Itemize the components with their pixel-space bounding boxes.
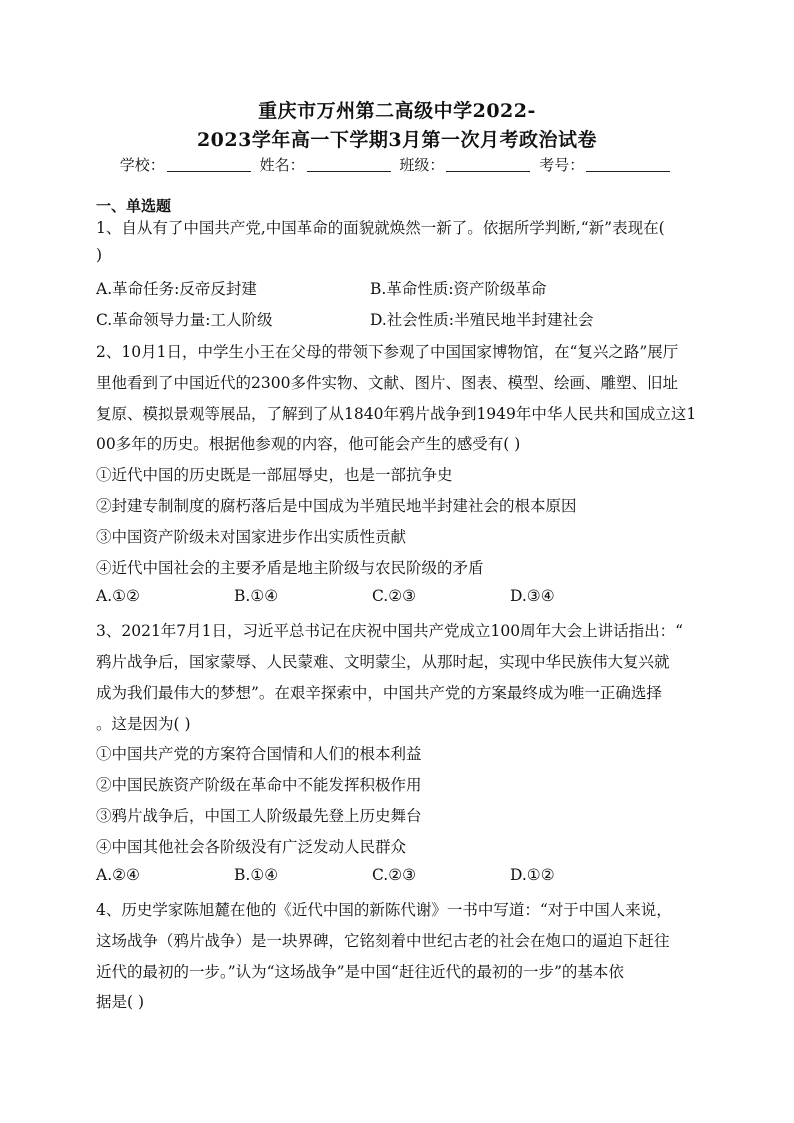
- q2-statement: ④近代中国社会的主要矛盾是地主阶级与农民阶级的矛盾: [96, 559, 484, 577]
- q2-stem-line: 复原、模拟景观等展品，了解到了从1840年鸦片战争到1949年中华人民共和国成立这1: [96, 405, 697, 423]
- class-blank[interactable]: [446, 157, 530, 172]
- q3-statement: ④中国其他社会各阶级没有广泛发动人民群众: [96, 838, 407, 856]
- q1-option-b[interactable]: B.革命性质:资产阶级革命: [370, 280, 547, 298]
- q1-option-a[interactable]: A.革命任务:反帝反封建: [96, 280, 257, 298]
- q3-statement: ②中国民族资产阶级在革命中不能发挥积极作用: [96, 776, 422, 794]
- id-blank[interactable]: [586, 157, 670, 172]
- section-title: 一、单选题: [96, 197, 172, 215]
- q1-option-d[interactable]: D.社会性质:半殖民地半封建社会: [370, 311, 594, 329]
- q2-statement: ①近代中国的历史既是一部屈辱史，也是一部抗争史: [96, 466, 453, 484]
- id-label: 考号：: [539, 156, 585, 174]
- q3-stem-line: 。这是因为( ): [96, 715, 191, 733]
- q1-stem-line: ): [96, 246, 103, 264]
- q1-stem-line: 1、自从有了中国共产党,中国革命的面貌就焕然一新了。依据所学判断,“新”表现在(: [96, 219, 665, 237]
- q3-option-a[interactable]: A.②④: [96, 866, 140, 884]
- q3-option-d[interactable]: D.①②: [510, 866, 555, 884]
- exam-title-line1: 重庆市万州第二高级中学2022-: [258, 100, 536, 122]
- q4-stem-line: 据是( ): [96, 993, 145, 1011]
- q2-stem-line: 2、10月1日，中学生小王在父母的带领下参观了中国国家博物馆，在“复兴之路”展厅: [96, 343, 679, 361]
- student-info-row: [0, 154, 794, 175]
- q2-statement: ③中国资产阶级未对国家进步作出实质性贡献: [96, 528, 407, 546]
- q3-option-b[interactable]: B.①④: [234, 866, 279, 884]
- q2-option-a[interactable]: A.①②: [96, 587, 140, 605]
- q2-option-d[interactable]: D.③④: [510, 587, 555, 605]
- q2-option-c[interactable]: C.②③: [372, 587, 417, 605]
- q4-stem-line: 4、历史学家陈旭麓在他的《近代中国的新陈代谢》一书中写道：“对于中国人来说，: [96, 901, 672, 919]
- q3-statement: ③鸦片战争后，中国工人阶级最先登上历史舞台: [96, 807, 422, 825]
- q4-stem-line: 近代的最初的一步。”认为“这场战争”是中国“赶往近代的最初的一步”的基本依: [96, 963, 624, 981]
- q3-option-c[interactable]: C.②③: [372, 866, 417, 884]
- name-label: 姓名：: [259, 156, 305, 174]
- q3-stem-line: 鸦片战争后，国家蒙辱、人民蒙难、文明蒙尘，从那时起，实现中华民族伟大复兴就: [96, 653, 670, 671]
- q1-option-c[interactable]: C.革命领导力量:工人阶级: [96, 311, 273, 329]
- school-label: 学校：: [119, 156, 165, 174]
- class-label: 班级：: [399, 156, 445, 174]
- q2-option-b[interactable]: B.①④: [234, 587, 279, 605]
- q2-stem-line: 里他看到了中国近代的2300多件实物、文献、图片、图表、模型、绘画、雕塑、旧址: [96, 374, 678, 392]
- q3-stem-line: 3、2021年7月1日，习近平总书记在庆祝中国共产党成立100周年大会上讲话指出：“: [96, 622, 684, 640]
- q2-stem-line: 00多年的历史。根据他参观的内容，他可能会产生的感受有( ): [96, 435, 521, 453]
- q4-stem-line: 这场战争（鸦片战争）是一块界碑，它铭刻着中世纪古老的社会在炮口的逼迫下赶往: [96, 932, 670, 950]
- exam-title-line2: 2023学年高一下学期3月第一次月考政治试卷: [196, 129, 598, 151]
- name-blank[interactable]: [307, 157, 391, 172]
- school-blank[interactable]: [167, 157, 251, 172]
- q3-stem-line: 成为我们最伟大的梦想”。在艰辛探索中，中国共产党的方案最终成为唯一正确选择: [96, 684, 662, 702]
- q2-statement: ②封建专制制度的腐朽落后是中国成为半殖民地半封建社会的根本原因: [96, 497, 577, 515]
- q3-statement: ①中国共产党的方案符合国情和人们的根本利益: [96, 745, 422, 763]
